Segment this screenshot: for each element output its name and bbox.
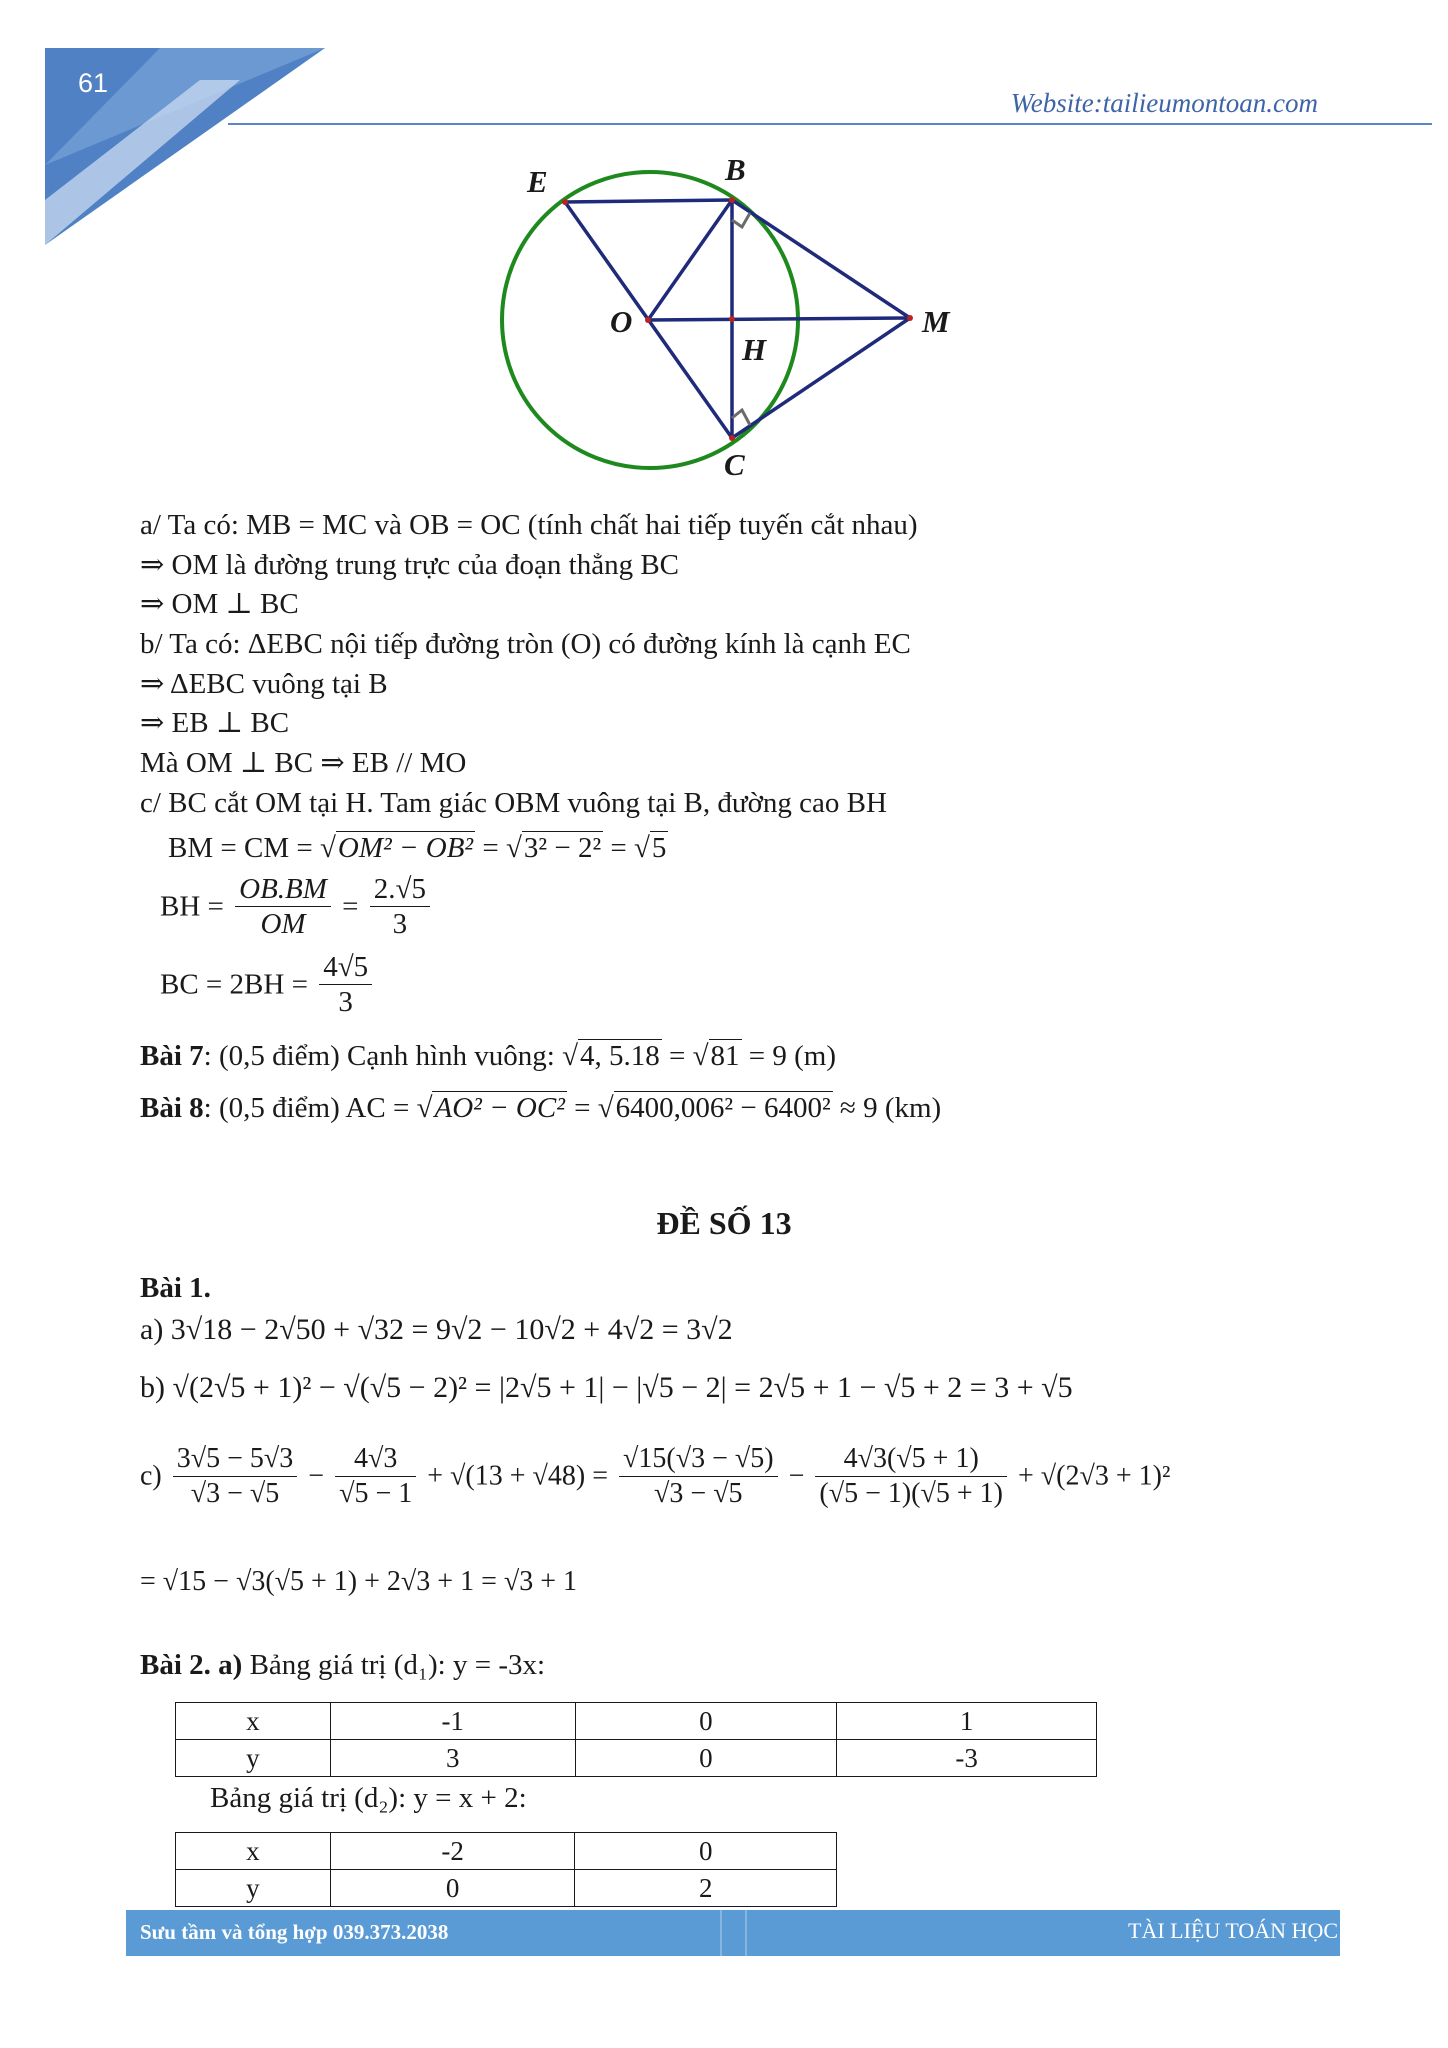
solution-a2: ⇒ OM là đường trung trực của đoạn thẳng BC (140, 549, 680, 581)
formula-bm: BM = CM = √OM² − OB² = √3² − 2² = √5 (168, 832, 667, 864)
table-row (176, 1703, 1097, 1740)
table-cell: 0 (330, 1870, 575, 1907)
right-angle-b (732, 213, 750, 227)
formula-bh: BH = $\frac{OB.BM}{OM}$ = $\frac{2.√5}{3}$ (160, 872, 434, 941)
table-cell: -2 (330, 1833, 575, 1870)
table-cell: y (176, 1870, 331, 1907)
header-rule (228, 123, 1432, 125)
bai1-c-result: = √15 − √3(√5 + 1) + 2√3 + 1 = √3 + 1 (140, 1566, 578, 1597)
table-cell: 0 (575, 1703, 837, 1740)
segment-bm (732, 200, 910, 318)
footer-divider (745, 1910, 747, 1956)
table-row (176, 1833, 837, 1870)
right-angle-c (732, 410, 750, 425)
solution-a3: ⇒ OM ⊥ BC (140, 588, 299, 620)
de-title: ĐỀ SỐ 13 (656, 1205, 792, 1241)
label-o: O (610, 304, 633, 339)
bai7: Bài 7: (0,5 điểm) Cạnh hình vuông: √4, 5.18 = √81 = 9 (m) (140, 1040, 837, 1072)
solution-b3: ⇒ EB ⊥ BC (140, 707, 290, 739)
bai1-label: Bài 1. (140, 1272, 211, 1304)
table-cell: 0 (575, 1740, 837, 1777)
table-cell: 0 (575, 1833, 837, 1870)
segment-om (648, 318, 910, 320)
bai2-intro: Bài 2. a) Bảng giá trị (d₁): y = -3x: (140, 1649, 546, 1681)
table-cell: -1 (330, 1703, 575, 1740)
label-h: H (742, 332, 767, 367)
solution-a1: a/ Ta có: MB = MC và OB = OC (tính chất hai tiếp tuyến cắt nhau) (140, 509, 918, 541)
table-row (176, 1740, 1097, 1777)
solution-b4: Mà OM ⊥ BC ⇒ EB // MO (140, 747, 467, 779)
table-cell: x (176, 1703, 331, 1740)
footer-divider (720, 1910, 722, 1956)
table-cell: 2 (575, 1870, 837, 1907)
segment-eb (565, 200, 732, 202)
label-c: C (724, 447, 745, 482)
label-b: B (725, 152, 746, 187)
formula-bc: BC = 2BH = $\frac{4√5}{3}$ (160, 950, 376, 1019)
label-e: E (527, 164, 548, 199)
solution-b1: b/ Ta có: ΔEBC nội tiếp đường tròn (O) có đường kính là cạnh EC (140, 628, 911, 660)
bai1-c: c) $\frac{3√5 - 5√3}{√3 - √5}$ − $\frac{4√3}{√5 - 1}$ + √(13 + √48) = $\frac{√15(√3 - √5)}{√3 - √5}$ − $\frac{4√3(√5 + 1)}{(√5 - 1)(√5 + 1)}$ + √(2√3 + 1)² (140, 1443, 1171, 1509)
bai8: Bài 8: (0,5 điểm) AC = √AO² − OC² = √6400,006² − 6400² ≈ 9 (km) (140, 1092, 942, 1124)
footer-right: TÀI LIỆU TOÁN HỌC (1128, 1918, 1338, 1943)
page-number: 61 (78, 68, 109, 98)
table-cell: 3 (330, 1740, 575, 1777)
solution-c1: c/ BC cắt OM tại H. Tam giác OBM vuông tại B, đường cao BH (140, 787, 887, 819)
value-table-d2 (175, 1832, 837, 1907)
table-row (176, 1870, 837, 1907)
footer-left: Sưu tầm và tổng hợp 039.373.2038 (140, 1920, 449, 1944)
table-cell: x (176, 1833, 331, 1870)
value-table-d1 (175, 1702, 1097, 1777)
segment-ob (648, 200, 732, 320)
website-header: Website:tailieumontoan.com (1010, 88, 1318, 118)
geometry-figure (480, 150, 980, 500)
bai1-b: b) √(2√5 + 1)² − √(√5 − 2)² = |2√5 + 1| − |√5 − 2| = 2√5 + 1 − √5 + 2 = 3 + √5 (140, 1371, 1073, 1404)
bai2-caption2: Bảng giá trị (d₂): y = x + 2: (210, 1782, 527, 1814)
bai1-a: a) 3√18 − 2√50 + √32 = 9√2 − 10√2 + 4√2 = 3√2 (140, 1313, 733, 1346)
table-cell: 1 (837, 1703, 1097, 1740)
corner-decoration (0, 0, 340, 250)
solution-b2: ⇒ ΔEBC vuông tại B (140, 668, 388, 700)
label-m: M (922, 304, 950, 339)
table-cell: y (176, 1740, 331, 1777)
table-cell: -3 (837, 1740, 1097, 1777)
